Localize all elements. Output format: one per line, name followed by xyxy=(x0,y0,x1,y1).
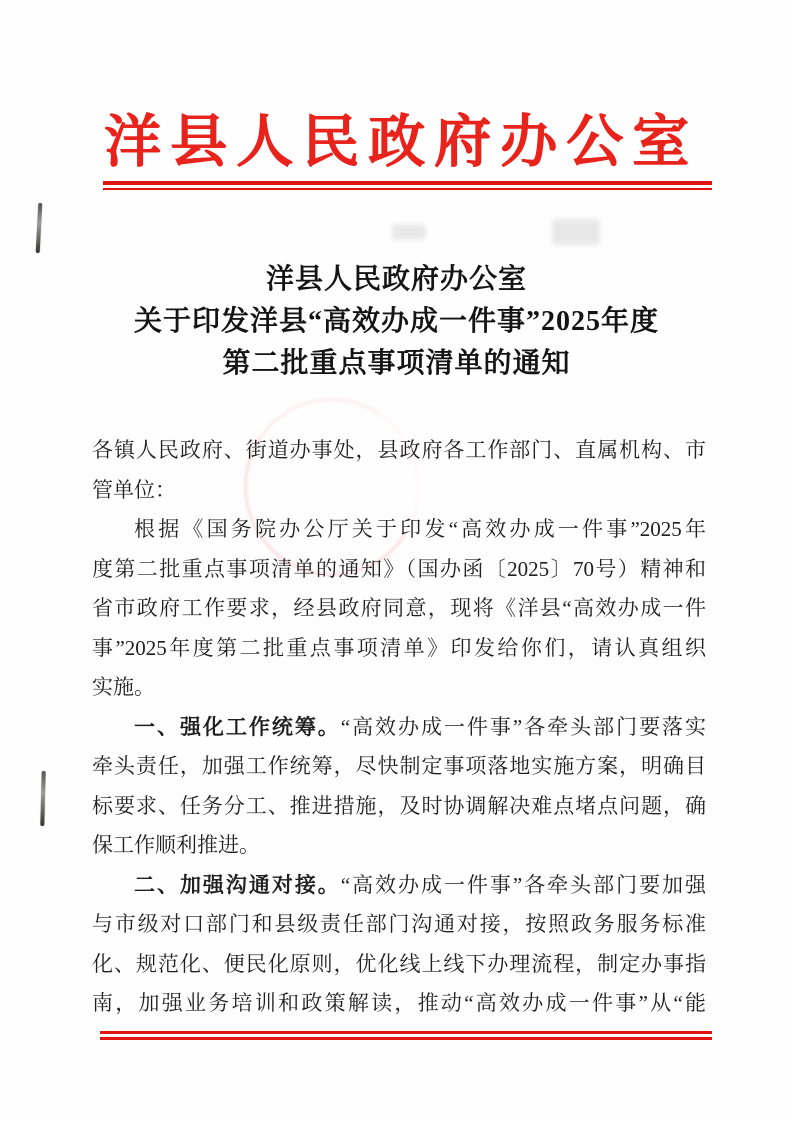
body-text-segment: 事”2025年度第二批重点事项清单》印发给你们，请认真组织 xyxy=(92,635,706,660)
body-line xyxy=(92,431,706,471)
body-text-segment: 化、规范化、便民化原则，优化线上线下办理流程，制定办事指 xyxy=(92,951,706,976)
body-text-segment: 省市政府工作要求，经县政府同意，现将《洋县“高效办成一件 xyxy=(92,596,706,620)
body-text-segment: 牵头责任，加强工作统筹，尽快制定事项落地实施方案，明确目 xyxy=(92,754,706,778)
document-title-line: 第二批重点事项清单的通知 xyxy=(222,348,571,379)
document-title-line: 洋县人民政府办公室 xyxy=(265,264,527,295)
body-line xyxy=(92,471,706,511)
body-text-segment: 度第二批重点事项清单的通知》（国办函〔2025〕70号）精神和 xyxy=(92,556,706,581)
body-line xyxy=(92,747,706,787)
body-line xyxy=(92,510,706,550)
body-bold-lead: 一、强化工作统筹。 xyxy=(134,715,341,739)
body-line xyxy=(92,945,706,985)
body-text-segment: 南，加强业务培训和政策解读，推动“高效办成一件事”从“能 xyxy=(92,991,706,1015)
body-line xyxy=(92,708,706,748)
body-line xyxy=(92,668,706,708)
staple-mark-top xyxy=(36,203,43,253)
body-line xyxy=(92,787,706,827)
document-title xyxy=(0,259,793,385)
body-text-segment: 与市级对口部门和县级责任部门沟通对接，按照政务服务标准 xyxy=(92,912,706,936)
body-line xyxy=(92,550,706,590)
body-text-segment: 管单位： xyxy=(92,477,176,502)
staple-mark-middle xyxy=(40,771,45,826)
document-body xyxy=(92,431,706,1024)
letterhead-title: 洋县人民政府办公室 xyxy=(104,111,698,174)
footer-double-rule xyxy=(100,1031,712,1040)
body-text-segment: 实施。 xyxy=(92,675,155,699)
body-line xyxy=(92,984,706,1024)
body-line xyxy=(92,826,706,866)
ink-bleed-mark xyxy=(392,224,426,240)
body-bold-lead: 二、加强沟通对接。 xyxy=(134,873,341,897)
body-text-segment: 标要求、任务分工、推进措施，及时协调解决难点堵点问题，确 xyxy=(92,793,706,818)
document-title-line: 关于印发洋县“高效办成一件事”2025年度 xyxy=(133,306,659,337)
ink-bleed-mark xyxy=(552,219,600,245)
body-line xyxy=(92,866,706,906)
body-line xyxy=(92,905,706,945)
body-text-segment: 根据《国务院办公厅关于印发“高效办成一件事”2025年 xyxy=(134,517,706,541)
body-text-segment: “高效办成一件事”各牵头部门要加强 xyxy=(340,872,707,897)
body-text-segment: 保工作顺利推进。 xyxy=(92,833,260,857)
body-text-segment: “高效办成一件事”各牵头部门要落实 xyxy=(340,714,707,739)
body-line xyxy=(92,589,706,629)
letterhead-double-rule xyxy=(103,181,712,190)
body-text-segment: 各镇人民政府、街道办事处，县政府各工作部门、直属机构、市 xyxy=(92,438,706,462)
body-line xyxy=(92,629,706,669)
